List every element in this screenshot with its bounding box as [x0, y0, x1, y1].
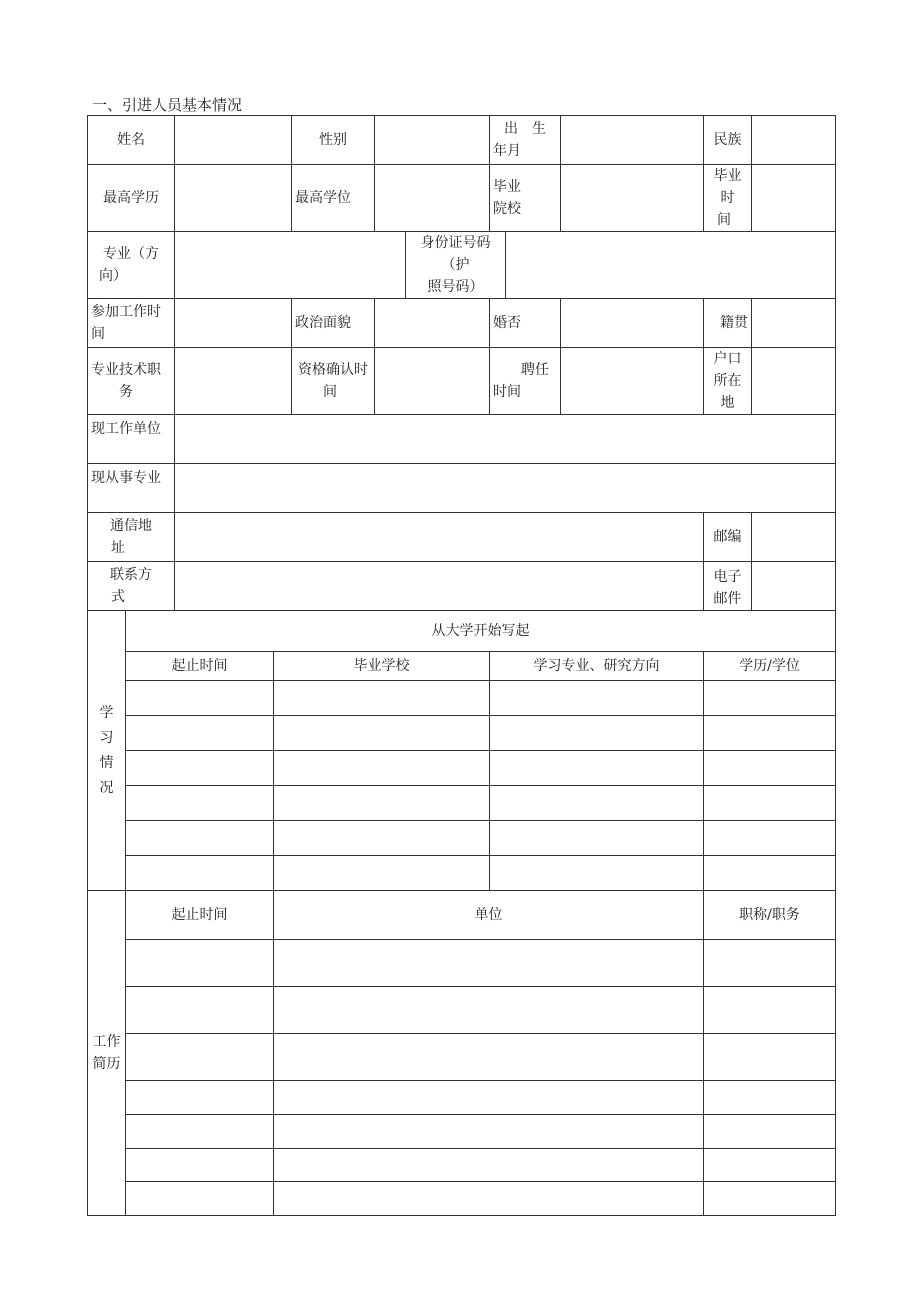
birth-label-line2: 年月	[493, 143, 521, 159]
row-work-start	[88, 299, 836, 348]
hukou-input[interactable]	[752, 348, 836, 415]
study-period-cell[interactable]	[126, 751, 274, 786]
appointment-time-label	[490, 348, 561, 415]
study-period-cell[interactable]	[126, 821, 274, 856]
email-label: 电子邮件	[704, 562, 752, 611]
study-row	[88, 821, 836, 856]
gender-label: 性别	[292, 116, 375, 165]
native-place-label: 籍贯	[704, 299, 752, 348]
professional-title-label-line2: 务	[119, 384, 133, 400]
work-title-cell[interactable]	[704, 1149, 836, 1182]
study-degree-cell[interactable]	[704, 681, 836, 716]
work-period-cell[interactable]	[126, 940, 274, 987]
study-row	[88, 681, 836, 716]
study-major-cell[interactable]	[490, 786, 704, 821]
work-employer-cell[interactable]	[274, 1081, 704, 1115]
work-title-cell[interactable]	[704, 1182, 836, 1216]
study-header-school: 毕业学校	[274, 652, 490, 681]
work-row	[88, 987, 836, 1034]
qualification-time-label-line2: 间	[323, 384, 337, 400]
grad-time-label-line1: 毕业时	[713, 168, 742, 206]
study-major-cell[interactable]	[490, 751, 704, 786]
marital-status-input[interactable]	[561, 299, 704, 348]
birth-label-line1: 出 生	[504, 121, 546, 137]
grad-time-input[interactable]	[752, 165, 836, 232]
work-header-row	[88, 891, 836, 940]
study-degree-cell[interactable]	[704, 856, 836, 891]
study-header-row	[88, 652, 836, 681]
study-row	[88, 751, 836, 786]
hukou-label-line2: 地	[720, 395, 735, 411]
work-period-cell[interactable]	[126, 1182, 274, 1216]
row-contact	[88, 562, 836, 611]
work-section-label	[88, 891, 126, 1216]
appointment-time-label-line2: 时间	[493, 384, 521, 400]
qualification-time-input[interactable]	[375, 348, 490, 415]
study-period-cell[interactable]	[126, 786, 274, 821]
professional-title-input[interactable]	[175, 348, 292, 415]
section-title: 一、引进人员基本情况	[92, 96, 243, 114]
row-name	[88, 116, 836, 165]
id-number-label-line2: 照号码）	[427, 279, 484, 295]
political-status-label: 政治面貌	[292, 299, 375, 348]
work-row	[88, 1149, 836, 1182]
work-period-cell[interactable]	[126, 1081, 274, 1115]
work-employer-cell[interactable]	[274, 1182, 704, 1216]
work-label-line1: 工作	[92, 1034, 121, 1050]
work-title-cell[interactable]	[704, 1115, 836, 1149]
id-number-input[interactable]	[506, 232, 836, 299]
highest-education-label: 最高学历	[88, 165, 175, 232]
name-input[interactable]	[175, 116, 292, 165]
applicant-info-form	[87, 115, 836, 1216]
work-title-cell[interactable]	[704, 1081, 836, 1115]
contact-label	[88, 562, 175, 611]
qualification-time-label-line1: 资格确认时	[298, 362, 368, 378]
work-header-title: 职称/职务	[704, 891, 836, 940]
study-major-cell[interactable]	[490, 716, 704, 751]
appointment-time-label-line1: 聘任	[521, 362, 549, 378]
ethnicity-input[interactable]	[752, 116, 836, 165]
professional-title-label	[88, 348, 175, 415]
ethnicity-label: 民族	[704, 116, 752, 165]
address-input[interactable]	[175, 513, 704, 562]
current-employer-input[interactable]	[175, 415, 836, 464]
grad-time-label	[704, 165, 752, 232]
study-degree-cell[interactable]	[704, 786, 836, 821]
name-label: 姓名	[88, 116, 175, 165]
work-employer-cell[interactable]	[274, 1034, 704, 1081]
highest-degree-input[interactable]	[375, 165, 490, 232]
address-label-line1: 通信地	[110, 518, 152, 534]
highest-degree-label: 最高学位	[292, 165, 375, 232]
hukou-label	[704, 348, 752, 415]
birth-label	[490, 116, 561, 165]
address-label-line2: 址	[111, 540, 125, 556]
grad-school-input[interactable]	[561, 165, 704, 232]
row-professional-title	[88, 348, 836, 415]
major-input[interactable]	[175, 232, 406, 299]
work-employer-cell[interactable]	[274, 987, 704, 1034]
postcode-label: 邮编	[704, 513, 752, 562]
study-major-cell[interactable]	[490, 856, 704, 891]
contact-label-line2: 式	[111, 589, 125, 605]
study-school-cell[interactable]	[274, 856, 490, 891]
contact-input[interactable]	[175, 562, 704, 611]
study-label-char: 习	[99, 729, 114, 746]
study-school-cell[interactable]	[274, 716, 490, 751]
work-header-period: 起止时间	[126, 891, 274, 940]
study-school-cell[interactable]	[274, 786, 490, 821]
work-title-cell[interactable]	[704, 1034, 836, 1081]
study-row	[88, 716, 836, 751]
study-major-cell[interactable]	[490, 821, 704, 856]
study-school-cell[interactable]	[274, 681, 490, 716]
highest-education-input[interactable]	[175, 165, 292, 232]
study-degree-cell[interactable]	[704, 821, 836, 856]
work-header-employer: 单位	[274, 891, 704, 940]
study-major-cell[interactable]	[490, 681, 704, 716]
grad-time-label-line2: 间	[717, 212, 731, 228]
work-title-cell[interactable]	[704, 940, 836, 987]
current-major-label: 现从事专业	[88, 464, 175, 513]
study-period-cell[interactable]	[126, 716, 274, 751]
study-school-cell[interactable]	[274, 821, 490, 856]
marital-status-label: 婚否	[490, 299, 561, 348]
appointment-time-input[interactable]	[561, 348, 704, 415]
work-title-cell[interactable]	[704, 987, 836, 1034]
work-label-line2: 简历	[92, 1056, 121, 1072]
study-header-major: 学习专业、研究方向	[490, 652, 704, 681]
current-employer-label: 现工作单位	[88, 415, 175, 464]
work-start-label	[88, 299, 175, 348]
native-place-input[interactable]	[752, 299, 836, 348]
grad-school-label-line2: 院校	[493, 201, 521, 217]
major-label-line1: 专业（方	[103, 246, 159, 262]
row-major	[88, 232, 836, 299]
birth-input[interactable]	[561, 116, 704, 165]
row-current-major	[88, 464, 836, 513]
work-period-cell[interactable]	[126, 1115, 274, 1149]
work-employer-cell[interactable]	[274, 1149, 704, 1182]
work-period-cell[interactable]	[126, 1034, 274, 1081]
address-label	[88, 513, 175, 562]
study-header-period: 起止时间	[126, 652, 274, 681]
work-start-input[interactable]	[175, 299, 292, 348]
grad-school-label	[490, 165, 561, 232]
work-period-cell[interactable]	[126, 987, 274, 1034]
study-header-degree: 学历/学位	[704, 652, 836, 681]
gender-input[interactable]	[375, 116, 490, 165]
major-label-line2: 向）	[99, 268, 127, 284]
work-row	[88, 940, 836, 987]
qualification-time-label	[292, 348, 375, 415]
work-row	[88, 1115, 836, 1149]
study-note-row	[88, 611, 836, 652]
work-row	[88, 1081, 836, 1115]
study-section-label	[88, 611, 126, 891]
study-period-cell[interactable]	[126, 856, 274, 891]
hukou-label-line1: 户口所在	[713, 351, 742, 389]
study-degree-cell[interactable]	[704, 716, 836, 751]
work-start-label-line2: 间	[91, 326, 105, 342]
study-row	[88, 856, 836, 891]
professional-title-label-line1: 专业技术职	[91, 362, 161, 378]
work-period-cell[interactable]	[126, 1149, 274, 1182]
study-note: 从大学开始写起	[126, 611, 836, 652]
row-education	[88, 165, 836, 232]
postcode-input[interactable]	[752, 513, 836, 562]
grad-school-label-line1: 毕业	[493, 179, 521, 195]
study-label-char: 情	[99, 754, 114, 771]
row-current-employer	[88, 415, 836, 464]
work-row	[88, 1182, 836, 1216]
work-employer-cell[interactable]	[274, 1115, 704, 1149]
email-input[interactable]	[752, 562, 836, 611]
study-degree-cell[interactable]	[704, 751, 836, 786]
study-school-cell[interactable]	[274, 751, 490, 786]
work-start-label-line1: 参加工作时	[91, 304, 161, 320]
major-label	[88, 232, 175, 299]
id-number-label-line1: 身份证号码（护	[420, 235, 491, 273]
current-major-input[interactable]	[175, 464, 836, 513]
study-row	[88, 786, 836, 821]
study-label-char: 学	[99, 704, 114, 721]
row-address	[88, 513, 836, 562]
work-employer-cell[interactable]	[274, 940, 704, 987]
contact-label-line1: 联系方	[110, 567, 152, 583]
study-period-cell[interactable]	[126, 681, 274, 716]
work-row	[88, 1034, 836, 1081]
political-status-input[interactable]	[375, 299, 490, 348]
id-number-label	[406, 232, 506, 299]
study-label-char: 况	[99, 779, 114, 796]
